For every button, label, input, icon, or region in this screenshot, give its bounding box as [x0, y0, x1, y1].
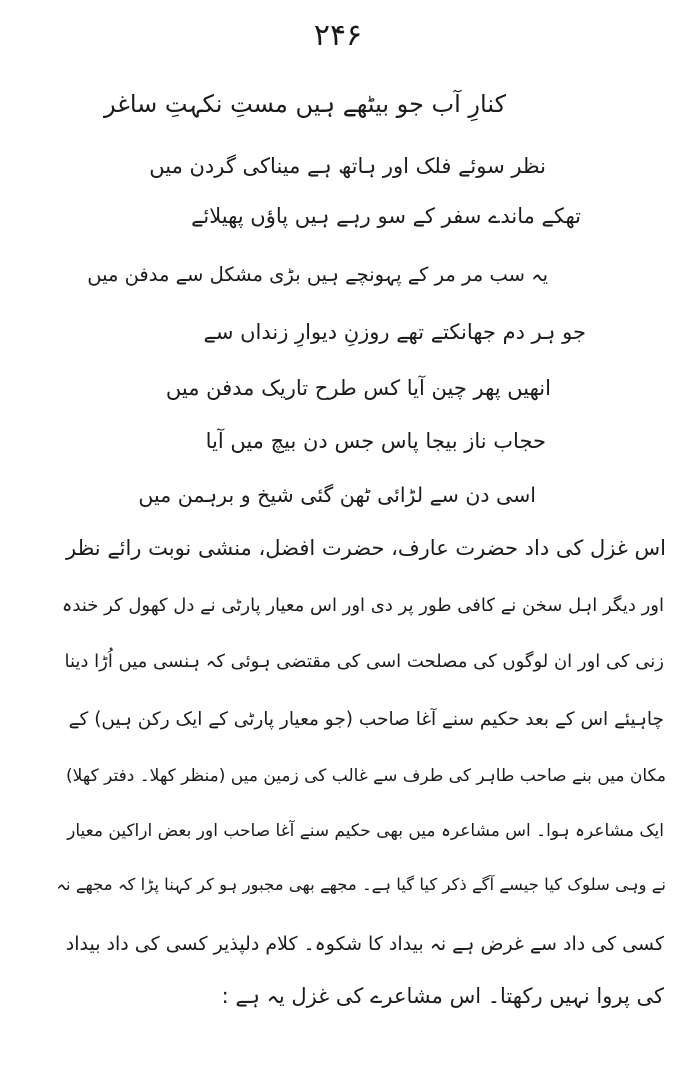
poem-line-1: کنارِ آب جو بیٹھے ہیں مستِ نکہتِ ساغر [104, 90, 506, 118]
poem-line-5: جو ہر دم جھانکتے تھے روزنِ دیوارِ زنداں سے [203, 320, 586, 344]
prose-line-2: اور دیگر اہل سخن نے کافی طور پر دی اور اس معیار پارٹی نے دل کھول کر خندہ [61, 595, 664, 616]
prose-line-3: زنی کی اور ان لوگوں کی مصلحت اسی کی مقتضی ہوئی کہ ہنسی میں اُڑا دینا [64, 651, 664, 672]
poem-line-6: انھیں پھر چین آیا کس طرح تاریک مدفن میں [165, 376, 551, 400]
prose-line-7: نے وہی سلوک کیا جیسے آگے ذکر کیا گیا ہے۔ مجھے بھی مجبور ہو کر کہنا پڑا کہ مجھے نہ [56, 875, 666, 894]
prose-line-6: ایک مشاعرہ ہوا۔ اس مشاعرہ میں بھی حکیم سنے آغا صاحب اور بعض اراکین معیار [67, 821, 664, 841]
poem-line-2: نظر سوئے فلک اور ہاتھ ہے میناکی گردن میں [149, 154, 546, 178]
poem-line-3: تھکے ماندے سفر کے سو رہے ہیں پاؤں پھیلائے [191, 204, 581, 228]
prose-line-1: اس غزل کی داد حضرت عارف، حضرت افضل، منشی نوبت رائے نظر [65, 536, 666, 560]
poem-line-8: اسی دن سے لڑائی ٹھن گئی شیخ و برہمن میں [138, 483, 536, 507]
prose-line-5: مکان میں بنے صاحب طاہر کی طرف سے غالب کی زمین میں (منظر کھلا۔ دفتر کھلا) [66, 766, 666, 786]
prose-line-8: کسی کی داد سے غرض ہے نہ بیداد کا شکوہ۔ کلام دلپذیر کسی کی داد بیداد [65, 933, 664, 955]
page-number: ۲۴۶ [313, 18, 363, 53]
prose-line-4: چاہیئے اس کے بعد حکیم سنے آغا صاحب (جو معیار پارٹی کے ایک رکن ہیں) کے [68, 709, 664, 730]
prose-line-9: کی پروا نہیں رکھتا۔ اس مشاعرے کی غزل یہ ہے : [221, 984, 664, 1008]
poem-line-4: یہ سب مر مر کے پہونچے ہیں بڑی مشکل سے مدفن میں [87, 263, 548, 286]
poem-line-7: حجاب ناز بیجا پاس جس دن بیچ میں آیا [205, 429, 546, 453]
